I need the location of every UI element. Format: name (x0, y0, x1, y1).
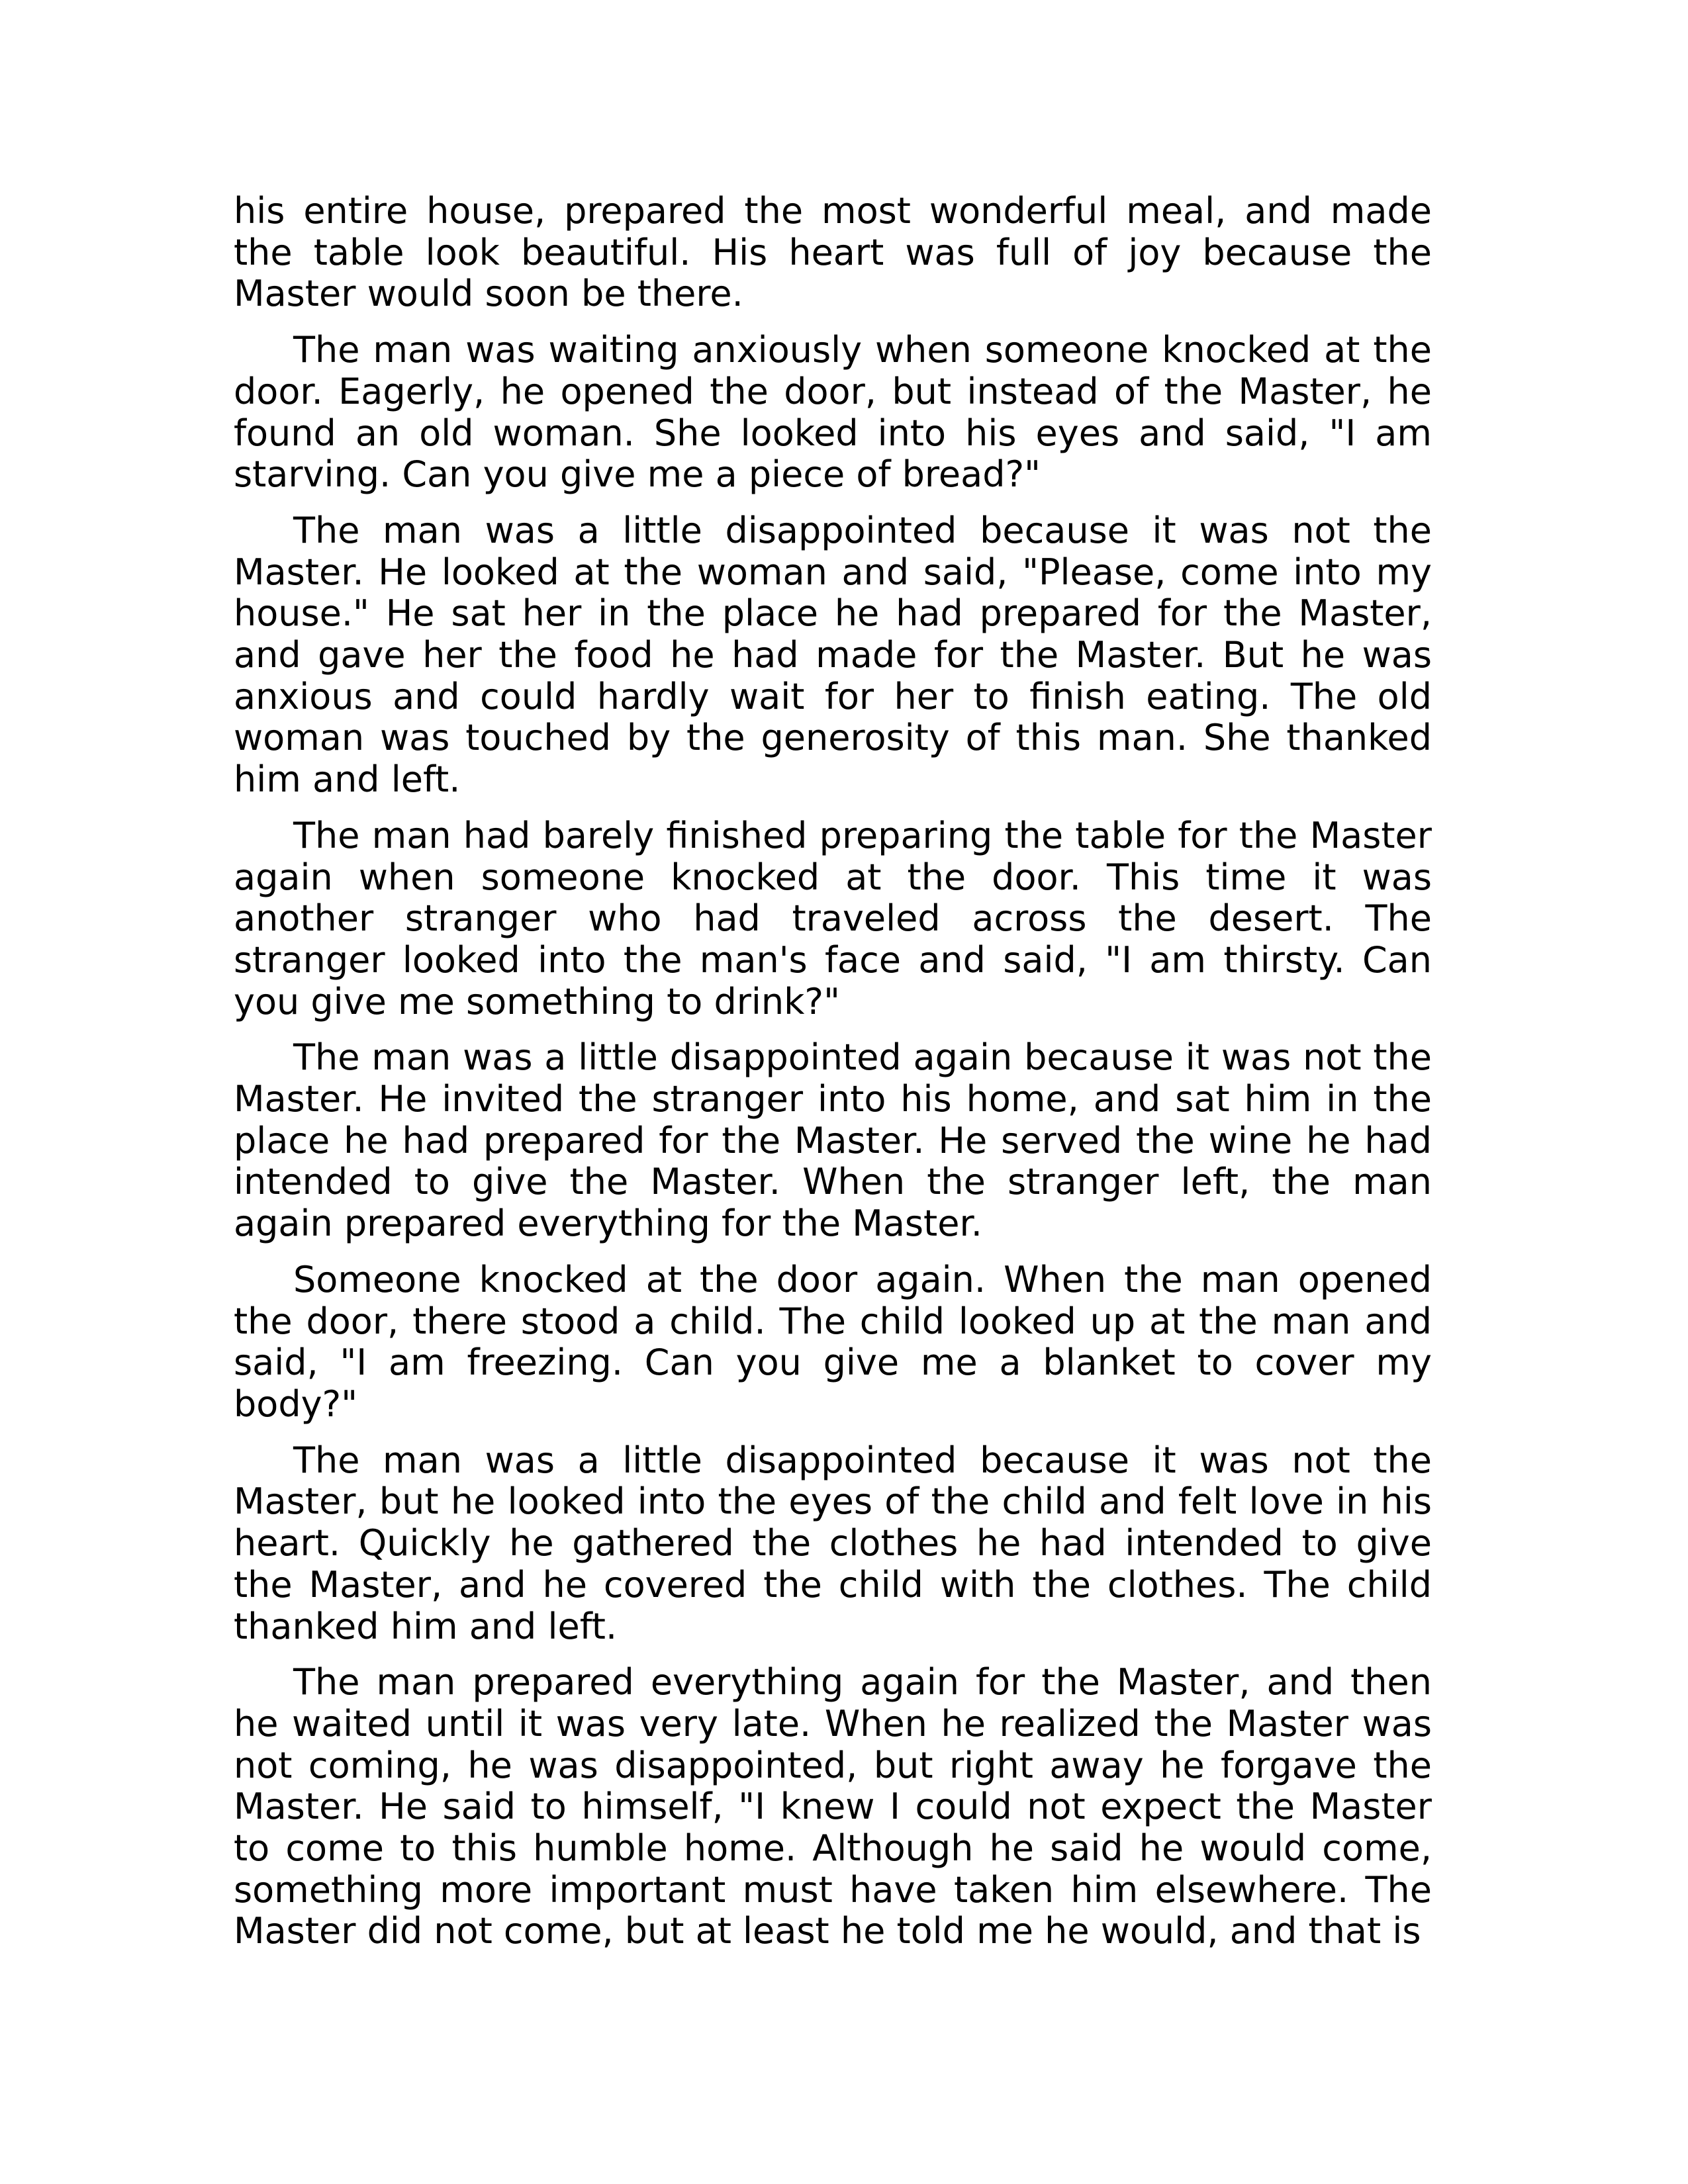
paragraph: The man was a little disappointed because it was not the Master, but he looked into the eyes of the child and felt love in his heart. Quickly he gathered the clothes he had intended to give the Master, and he covered the child with the clothes. The child thanked him and left. (234, 1439, 1432, 1647)
paragraph: Someone knocked at the door again. When the man opened the door, there stood a child. The child looked up at the man and said, "I am freezing. Can you give me a blanket to cover my body?" (234, 1258, 1432, 1425)
paragraph-continued: his entire house, prepared the most wonderful meal, and made the table look beautiful. His heart was full of joy because the Master would soon be there. (234, 190, 1432, 315)
paragraph: The man was waiting anxiously when someone knocked at the door. Eagerly, he opened the door, but instead of the Master, he found an old woman. She looked into his eyes and said, "I am starving. Can you give me a piece of bread?" (234, 329, 1432, 496)
paragraph: The man was a little disappointed again because it was not the Master. He invited the stranger into his home, and sat him in the place he had prepared for the Master. He served the wine he had intended to give the Master. When the stranger left, the man again prepared everything for the Master. (234, 1036, 1432, 1245)
document-page (234, 191, 1432, 1952)
paragraph: The man had barely finished preparing the table for the Master again when someone knocked at the door. This time it was another stranger who had traveled across the desert. The stranger looked into the man's face and said, "I am thirsty. Can you give me something to drink?" (234, 814, 1432, 1023)
paragraph: The man was a little disappointed because it was not the Master. He looked at the woman and said, "Please, come into my house." He sat her in the place he had prepared for the Master, and gave her the food he had made for the Master. But he was anxious and could hardly wait for her to finish eating. The old woman was touched by the generosity of this man. She thanked him and left. (234, 509, 1432, 801)
paragraph: The man prepared everything again for the Master, and then he waited until it was very late. When he realized the Master was not coming, he was disappointed, but right away he forgave the Master. He said to himself, "I knew I could not expect the Master to come to this humble home. Although he said he would come, something more important must have taken him elsewhere. The Master did not come, but at least he told me he would, and that is (234, 1661, 1432, 1952)
